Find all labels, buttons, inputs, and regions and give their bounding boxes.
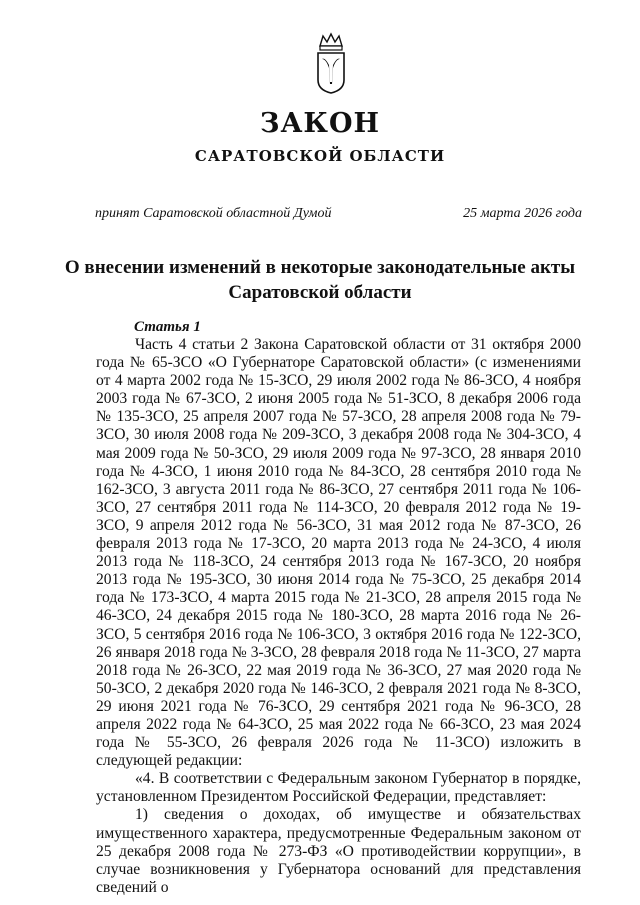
paragraph: «4. В соответствии с Федеральным законом Губернатор в порядке, установленном Президентом Российской Федерации, представляет: (96, 770, 581, 806)
coat-of-arms-icon (316, 32, 346, 94)
adoption-date: 25 марта 2026 года (463, 206, 582, 221)
article-body (96, 336, 581, 897)
adopted-by-line: принят Саратовской областной Думой (95, 206, 332, 221)
paragraph: 1) сведения о доходах, об имуществе и обязательствах имущественного характера, предусмотренные Федеральным законом от 25 декабря 2008 года № 273-ФЗ «О противодействии коррупции», в случае возникновения у Губернатора оснований для представления сведений о (96, 806, 581, 896)
article-heading: Статья 1 (134, 319, 201, 335)
paragraph: Часть 4 статьи 2 Закона Саратовской области от 31 октября 2000 года № 65-ЗСО «О Губернаторе Саратовской области» (с изменениями от 4 марта 2002 года № 15-ЗСО, 29 июля 2002 года № 86-ЗСО, 4 ноября 2003 года № 67-ЗСО, 2 июня 2005 года № 51-ЗСО, 8 декабря 2006 года № 135-ЗСО, 25 апреля 2007 года № 57-ЗСО, 28 апреля 2008 года № 79-ЗСО, 30 июля 2008 года № 209-ЗСО, 3 декабря 2008 года № 304-ЗСО, 4 мая 2009 года № 50-ЗСО, 29 июля 2009 года № 97-ЗСО, 28 января 2010 года № 4-ЗСО, 1 июня 2010 года № 84-ЗСО, 28 сентября 2010 года № 162-ЗСО, 3 августа 2011 года № 86-ЗСО, 27 сентября 2011 года № 106-ЗСО, 27 сентября 2011 года № 114-ЗСО, 20 февраля 2012 года № 19-ЗСО, 9 апреля 2012 года № 56-ЗСО, 31 мая 2012 года № 87-ЗСО, 26 февраля 2013 года № 17-ЗСО, 20 марта 2013 года № 24-ЗСО, 4 июля 2013 года № 118-ЗСО, 24 сентября 2013 года № 167-ЗСО, 20 ноября 2013 года № 195-ЗСО, 30 июня 2014 года № 75-ЗСО, 25 декабря 2014 года № 173-ЗСО, 4 марта 2015 года № 21-ЗСО, 28 апреля 2015 года № 46-ЗСО, 24 декабря 2015 года № 180-ЗСО, 28 марта 2016 года № 26-ЗСО, 5 сентября 2016 года № 106-ЗСО, 3 октября 2016 года № 122-ЗСО, 26 января 2018 года № 3-ЗСО, 28 февраля 2018 года № 11-ЗСО, 27 марта 2018 года № 26-ЗСО, 22 мая 2019 года № 36-ЗСО, 27 мая 2020 года № 50-ЗСО, 2 декабря 2020 года № 146-ЗСО, 2 февраля 2021 года № 8-ЗСО, 29 июня 2021 года № 76-ЗСО, 29 сентября 2021 года № 96-ЗСО, 28 апреля 2022 года № 64-ЗСО, 25 мая 2022 года № 66-ЗСО, 23 мая 2024 года № 55-ЗСО, 26 февраля 2026 года № 11-ЗСО) изложить в следующей редакции: (96, 336, 581, 770)
law-title: О внесении изменений в некоторые законодательные акты Саратовской области (64, 257, 576, 303)
document-type-title: ЗАКОН (259, 108, 381, 139)
issuing-region: САРАТОВСКОЙ ОБЛАСТИ (194, 147, 446, 165)
